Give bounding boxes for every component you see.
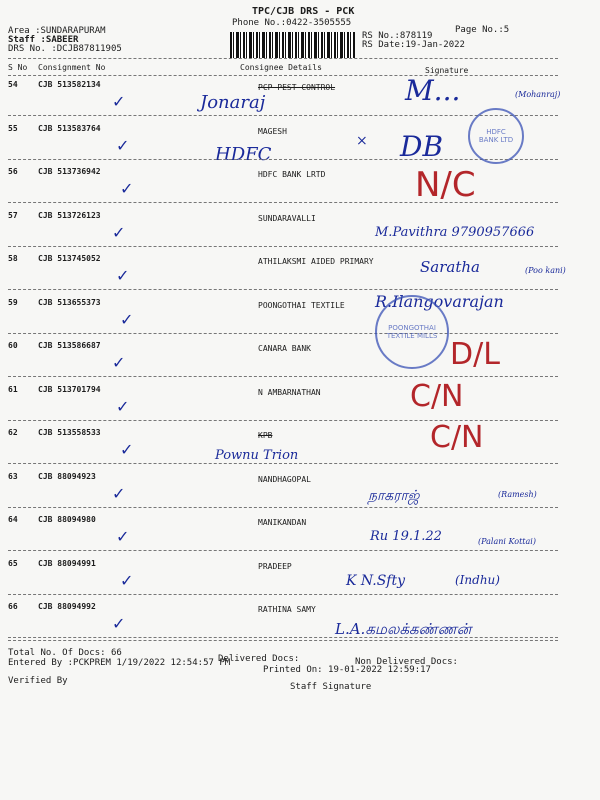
row-divider bbox=[8, 594, 558, 595]
check-mark-icon: ✓ bbox=[112, 614, 126, 633]
row-divider bbox=[8, 159, 558, 160]
row-divider bbox=[8, 376, 558, 377]
row-signature: K N.Sfty bbox=[346, 572, 406, 589]
signature-note: (Ramesh) bbox=[498, 489, 537, 499]
row-signature: M.Pavithra 9790957666 bbox=[375, 224, 535, 240]
col-sno: S No bbox=[8, 63, 28, 72]
header-divider bbox=[8, 58, 558, 59]
row-serial: 58 bbox=[8, 254, 18, 263]
row-serial: 64 bbox=[8, 515, 18, 524]
row-serial: 66 bbox=[8, 602, 18, 611]
row-consignment-number: CJB 513726123 bbox=[38, 210, 101, 220]
handwritten-consignee-note: Jonaraj bbox=[200, 92, 266, 113]
row-signature: DB bbox=[400, 129, 444, 163]
signature-note: (Poo kani) bbox=[525, 266, 566, 275]
row-signature: C/N bbox=[430, 420, 484, 455]
phone-number: Phone No.:0422-3505555 bbox=[232, 18, 352, 28]
total-docs: Total No. Of Docs: 66 bbox=[8, 648, 122, 658]
staff-label: Staff :SABEER bbox=[8, 35, 79, 45]
drs-number: DRS No. :DCJB87811905 bbox=[8, 44, 122, 54]
row-divider bbox=[8, 246, 558, 247]
row-divider bbox=[8, 507, 558, 508]
entered-by: Entered By :PCKPREM 1/19/2022 12:54:57 PM bbox=[8, 658, 231, 668]
row-divider bbox=[8, 333, 558, 334]
row-signature: R.Ilangovarajan bbox=[375, 291, 504, 311]
page-number: Page No.:5 bbox=[455, 25, 510, 35]
area-label: Area :SUNDARAPURAM bbox=[8, 26, 106, 36]
row-divider bbox=[8, 637, 558, 638]
check-mark-icon: ✓ bbox=[120, 440, 134, 459]
row-consignee: PCP PEST CONTROL bbox=[258, 83, 336, 92]
row-consignment-number: CJB 88094991 bbox=[38, 558, 96, 568]
row-consignment-number: CJB 513583764 bbox=[38, 123, 101, 133]
verified-by: Verified By bbox=[8, 676, 68, 686]
check-mark-icon: ✓ bbox=[116, 396, 130, 416]
row-consignment-number: CJB 513736942 bbox=[38, 167, 101, 176]
stamp-text: HDFC BANK LTD bbox=[478, 128, 514, 144]
row-consignee: MANIKANDAN bbox=[258, 518, 307, 527]
textile-stamp bbox=[375, 295, 449, 369]
row-consignee: SUNDARAVALLI bbox=[258, 213, 316, 223]
rs-date: RS Date:19-Jan-2022 bbox=[362, 40, 465, 50]
row-divider bbox=[8, 202, 558, 203]
row-serial: 57 bbox=[8, 210, 18, 220]
check-mark-icon: ✓ bbox=[112, 92, 126, 111]
document-title: TPC/CJB DRS - PCK bbox=[252, 6, 355, 17]
row-consignee: N AMBARNATHAN bbox=[258, 387, 321, 397]
check-mark-icon: ✓ bbox=[112, 222, 126, 242]
row-consignment-number: CJB 513558533 bbox=[38, 428, 101, 437]
check-mark-icon: ✓ bbox=[112, 353, 126, 372]
row-consignment-number: CJB 513582134 bbox=[38, 80, 101, 89]
row-consignee: NANDHAGOPAL bbox=[258, 474, 311, 484]
hdfc-bank-stamp bbox=[468, 108, 524, 164]
row-divider bbox=[8, 289, 558, 290]
row-signature: M... bbox=[405, 74, 461, 107]
row-consignment-number: CJB 513586687 bbox=[38, 341, 101, 350]
check-mark-icon: ✓ bbox=[120, 309, 134, 329]
handwritten-consignee-note: HDFC bbox=[215, 143, 272, 165]
row-signature: நாகராஜ் bbox=[368, 487, 420, 504]
delivered-docs: Delivered Docs: bbox=[218, 654, 300, 664]
row-divider bbox=[8, 463, 558, 464]
row-signature: D/L bbox=[450, 337, 500, 372]
row-consignee: POONGOTHAI TEXTILE bbox=[258, 300, 345, 310]
signature-note: (Indhu) bbox=[455, 572, 500, 587]
row-serial: 56 bbox=[8, 167, 18, 176]
row-serial: 59 bbox=[8, 297, 18, 307]
non-delivered-docs: Non Delivered Docs: bbox=[355, 657, 458, 667]
row-signature: N/C bbox=[415, 165, 476, 205]
row-serial: 55 bbox=[8, 123, 18, 133]
check-mark-icon: ✓ bbox=[116, 135, 130, 155]
row-signature: Ru 19.1.22 bbox=[370, 529, 442, 544]
row-consignee: RATHINA SAMY bbox=[258, 605, 316, 614]
row-consignment-number: CJB 513701794 bbox=[38, 384, 101, 394]
row-consignee: ATHILAKSMI AIDED PRIMARY bbox=[258, 257, 374, 266]
row-consignment-number: CJB 513655373 bbox=[38, 297, 101, 307]
staff-signature: Staff Signature bbox=[290, 682, 372, 692]
col-consignment: Consignment No bbox=[38, 63, 106, 72]
row-consignee: KPB bbox=[258, 431, 273, 440]
row-signature: C/N bbox=[410, 378, 464, 414]
row-consignment-number: CJB 88094923 bbox=[38, 471, 96, 481]
check-mark-icon: ✓ bbox=[112, 483, 126, 503]
handwritten-consignee-note: Pownu Trion bbox=[215, 448, 299, 463]
row-consignment-number: CJB 88094992 bbox=[38, 602, 96, 611]
check-mark-icon: ✓ bbox=[116, 266, 130, 285]
row-serial: 65 bbox=[8, 558, 18, 568]
rs-number: RS No.:878119 bbox=[362, 31, 433, 41]
stamp-text: POONGOTHAI TEXTILE MILLS bbox=[386, 324, 438, 340]
row-consignee: CANARA BANK bbox=[258, 344, 311, 353]
cross-mark-icon: × bbox=[356, 133, 368, 149]
row-signature: L.A.கமலக்கண்ணன் bbox=[335, 620, 472, 638]
row-consignment-number: CJB 513745052 bbox=[38, 254, 101, 263]
row-serial: 62 bbox=[8, 428, 18, 437]
row-serial: 63 bbox=[8, 471, 18, 481]
signature-note: (Mohanraj) bbox=[515, 90, 561, 99]
row-consignee: HDFC BANK LRTD bbox=[258, 170, 326, 179]
row-serial: 60 bbox=[8, 341, 18, 350]
signature-note: (Palani Kottai) bbox=[478, 537, 536, 546]
col-signature: Signature bbox=[425, 66, 469, 75]
check-mark-icon: ✓ bbox=[120, 179, 134, 198]
row-signature: Saratha bbox=[420, 258, 480, 276]
column-divider bbox=[8, 75, 558, 76]
col-consignee: Consignee Details bbox=[240, 63, 322, 72]
row-consignment-number: CJB 88094980 bbox=[38, 515, 96, 524]
row-serial: 61 bbox=[8, 384, 18, 394]
footer-divider bbox=[8, 640, 558, 641]
check-mark-icon: ✓ bbox=[120, 570, 134, 590]
row-divider bbox=[8, 550, 558, 551]
row-serial: 54 bbox=[8, 80, 18, 89]
row-consignee: MAGESH bbox=[258, 126, 287, 136]
row-consignee: PRADEEP bbox=[258, 561, 292, 571]
printed-on: Printed On: 19-01-2022 12:59:17 bbox=[263, 665, 431, 675]
barcode bbox=[230, 32, 355, 58]
check-mark-icon: ✓ bbox=[116, 527, 130, 546]
